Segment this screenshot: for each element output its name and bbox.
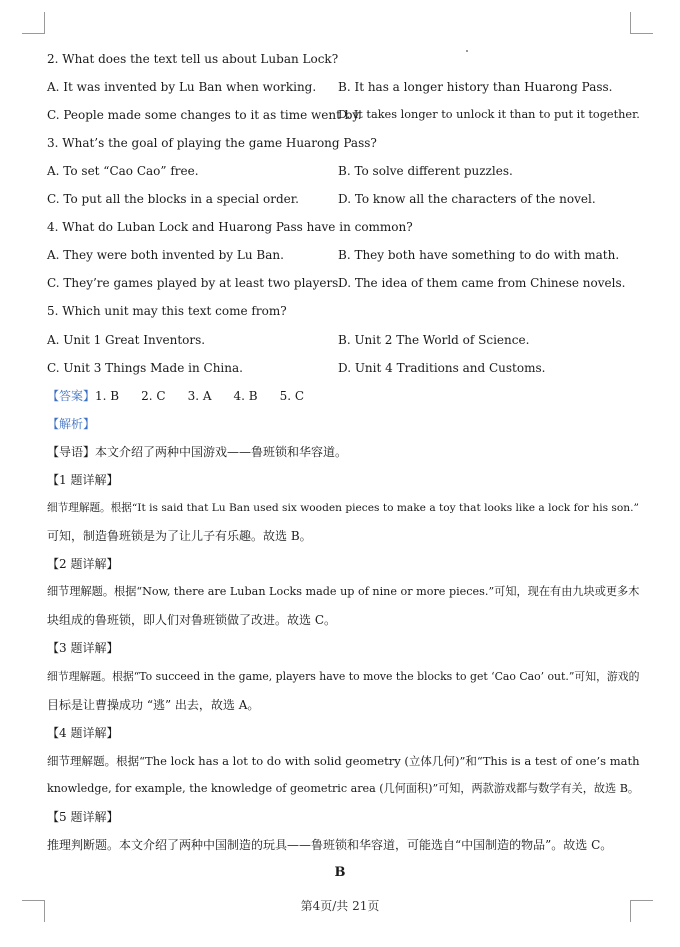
speck bbox=[466, 50, 468, 52]
detail-5-heading: 【5 题详解】 bbox=[47, 810, 119, 824]
question-5-option-b: B. Unit 2 The World of Science. bbox=[338, 333, 530, 347]
question-4-option-d: D. The idea of them came from Chinese novels. bbox=[338, 276, 626, 290]
detail-4-heading: 【4 题详解】 bbox=[47, 726, 119, 740]
question-4-option-c: C. They’re games played by at least two players. bbox=[47, 276, 343, 290]
question-2-option-c: C. People made some changes to it as time went by. bbox=[47, 108, 362, 122]
answer-item: 4. B bbox=[233, 389, 258, 403]
detail-4-line-1: 细节理解题。根据“The lock has a lot to do with solid geometry (立体几何)”和“This is a test of one’s math bbox=[47, 754, 640, 768]
answer-item: 1. B bbox=[95, 389, 120, 403]
detail-2-line-1: 细节理解题。根据“Now, there are Luban Locks made up of nine or more pieces.”可知，现在有由九块或更多木 bbox=[47, 585, 640, 598]
section-heading: B bbox=[334, 865, 346, 880]
crop-mark-top-left-h bbox=[22, 33, 44, 34]
question-5-option-c: C. Unit 3 Things Made in China. bbox=[47, 361, 243, 375]
answer-item: 3. A bbox=[187, 389, 212, 403]
question-3-stem: 3. What’s the goal of playing the game Huarong Pass? bbox=[47, 136, 377, 150]
detail-1-heading: 【1 题详解】 bbox=[47, 473, 119, 487]
question-4-option-a: A. They were both invented by Lu Ban. bbox=[47, 248, 284, 262]
question-5-option-a: A. Unit 1 Great Inventors. bbox=[47, 333, 206, 347]
crop-mark-top-right-h bbox=[631, 33, 653, 34]
detail-2-line-2: 块组成的鲁班锁，即人们对鲁班锁做了改进。故选 C。 bbox=[47, 613, 336, 627]
crop-mark-top-left bbox=[44, 12, 45, 34]
answer-item: 2. C bbox=[141, 389, 166, 403]
analysis-label: 【解析】 bbox=[47, 417, 96, 431]
detail-1-line-2: 可知，制造鲁班锁是为了让儿子有乐趣。故选 B。 bbox=[47, 529, 312, 543]
question-4-stem: 4. What do Luban Lock and Huarong Pass have in common? bbox=[47, 220, 413, 234]
detail-3-heading: 【3 题详解】 bbox=[47, 641, 119, 655]
answer-line bbox=[47, 388, 304, 404]
detail-2-heading: 【2 题详解】 bbox=[47, 557, 119, 571]
question-2-option-a: A. It was invented by Lu Ban when working. bbox=[47, 80, 317, 94]
question-3-option-c: C. To put all the blocks in a special order. bbox=[47, 192, 299, 206]
detail-3-line-2: 目标是让曹操成功 “逃” 出去，故选 A。 bbox=[47, 698, 260, 712]
question-3-option-a: A. To set “Cao Cao” free. bbox=[47, 164, 199, 178]
question-5-stem: 5. Which unit may this text come from? bbox=[47, 304, 287, 318]
detail-5-line-1: 推理判断题。本文介绍了两种中国制造的玩具——鲁班锁和华容道，可能选自“中国制造的物品”。故选 C。 bbox=[47, 838, 613, 852]
question-2-option-d: D. It takes longer to unlock it than to put it together. bbox=[338, 108, 640, 121]
question-4-option-b: B. They both have something to do with math. bbox=[338, 248, 620, 262]
question-2-stem: 2. What does the text tell us about Luban Lock? bbox=[47, 52, 339, 66]
detail-4-line-2: knowledge, for example, the knowledge of geometric area (几何面积)”可知，两款游戏都与数学有关，故选 B。 bbox=[47, 782, 640, 795]
question-3-option-b: B. To solve different puzzles. bbox=[338, 164, 513, 178]
page-footer: 第4页/共 21页 bbox=[300, 899, 380, 913]
detail-1-line-1: 细节理解题。根据“It is said that Lu Ban used six wooden pieces to make a toy that looks like a lock for his son.” bbox=[47, 501, 639, 514]
answer-item: 5. C bbox=[279, 389, 305, 403]
detail-3-line-1: 细节理解题。根据“To succeed in the game, players have to move the blocks to get ‘Cao Cao’ out.”可知，游戏的 bbox=[47, 670, 640, 683]
intro-line: 【导语】本文介绍了两种中国游戏——鲁班锁和华容道。 bbox=[47, 445, 348, 459]
answer-label: 【答案】 bbox=[47, 389, 96, 403]
question-5-option-d: D. Unit 4 Traditions and Customs. bbox=[338, 361, 546, 375]
crop-mark-top-right bbox=[630, 12, 631, 34]
question-3-option-d: D. To know all the characters of the novel. bbox=[338, 192, 596, 206]
question-2-option-b: B. It has a longer history than Huarong Pass. bbox=[338, 80, 613, 94]
